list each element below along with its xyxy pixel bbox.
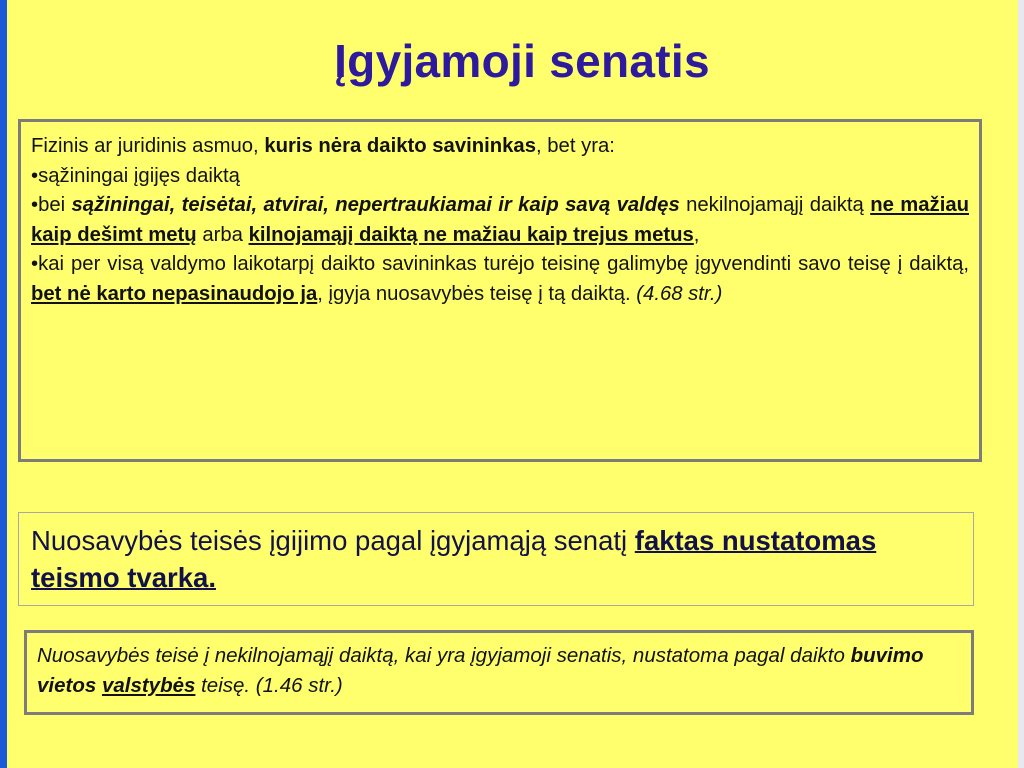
definition-box <box>18 119 982 462</box>
immovable-text: nekilnojamąjį daiktą <box>679 194 871 216</box>
bullet-possession <box>31 191 969 250</box>
applicable-law-box <box>24 630 974 715</box>
applicable-law-text: Nuosavybės teisė į nekilnojamąjį daiktą, kai yra įgyjamoji senatis, nustatoma pagal daikto <box>37 644 851 667</box>
or-text: arba <box>196 223 249 246</box>
definition-intro-text: Fizinis ar juridinis asmuo, <box>31 135 265 157</box>
article-reference-468: (4.68 str.) <box>636 282 723 305</box>
possession-conditions: sąžiningai, teisėtai, atvirai, nepertraukiamai ir kaip savą valdęs <box>71 194 680 216</box>
ten-years-term: ne mažiau kaip dešimt metų <box>31 194 969 246</box>
article-reference-146: teisę. (1.46 str.) <box>195 673 343 697</box>
left-accent-bar <box>0 0 7 768</box>
right-edge-strip <box>1018 0 1024 768</box>
bullet-good-faith: •sąžiningai įgijęs daiktą <box>31 164 240 187</box>
state-phrase: valstybės <box>101 673 196 697</box>
not-owner-phrase: kuris nėra daikto savininkas <box>264 135 536 157</box>
never-used-phrase: bet nė karto nepasinaudojo ja <box>31 282 318 305</box>
owner-inaction-text: •kai per visą valdymo laikotarpį daikto savininkas turėjo teisinę galimybę įgyvendinti savo teisę į daiktą, <box>31 253 969 275</box>
comma-text: , <box>693 223 700 246</box>
court-fact-box <box>18 512 974 606</box>
court-fact-text: Nuosavybės teisės įgijimo pagal įgyjamąją senatį <box>31 525 635 556</box>
movable-three-years-term: kilnojamąjį daiktą ne mažiau kaip trejus metus <box>248 223 694 246</box>
location-phrase: buvimo vietos <box>37 644 924 697</box>
definition-intro-end: , bet yra: <box>535 135 615 157</box>
slide-title: Įgyjamoji senatis <box>334 35 710 87</box>
definition-intro <box>31 132 969 162</box>
bullet-owner-inaction <box>31 250 969 309</box>
acquires-ownership-text: , įgyja nuosavybės teisę į tą daiktą. <box>317 282 637 305</box>
court-procedure-phrase: faktas nustatomas teismo tvarka. <box>31 525 877 593</box>
bullet-possession-start: •bei <box>31 194 72 216</box>
